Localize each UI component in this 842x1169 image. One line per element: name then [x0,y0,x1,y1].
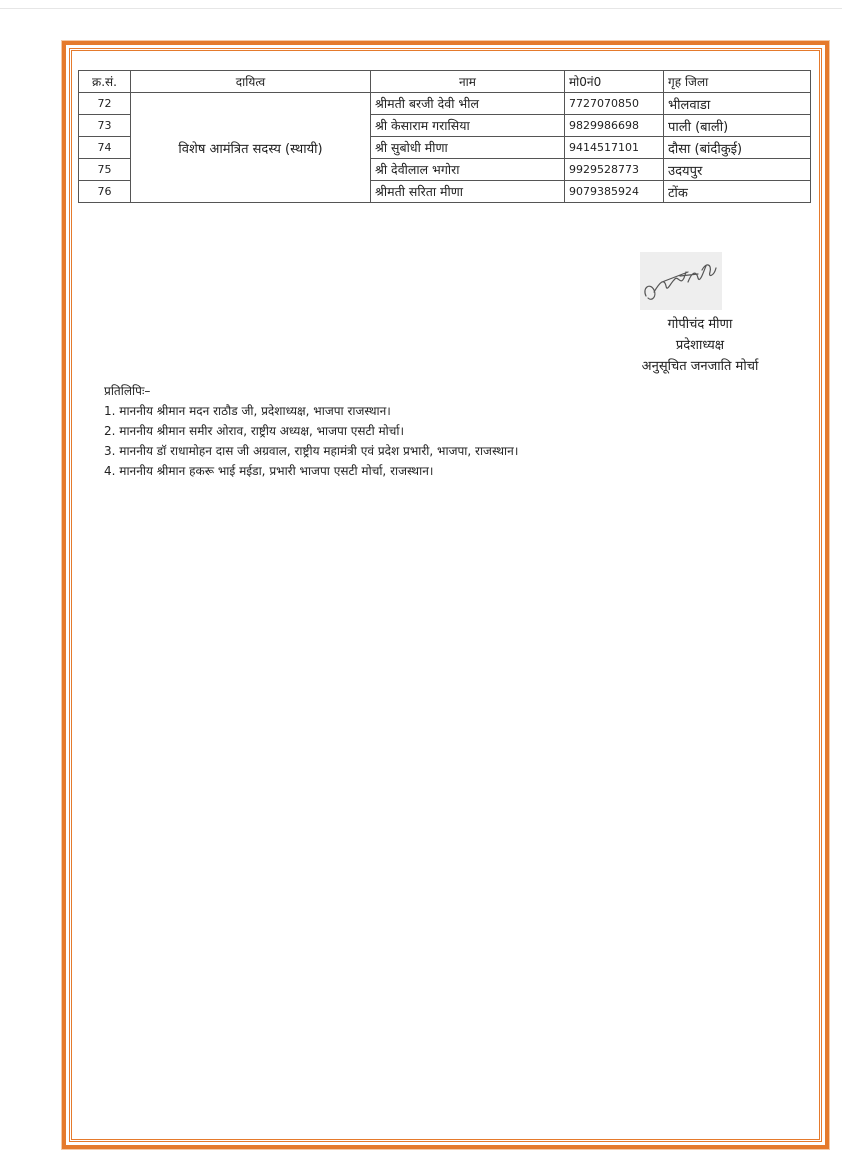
row-district: पाली (बाली) [664,115,811,137]
copy-distribution [104,381,804,481]
row-mobile: 9929528773 [565,159,664,181]
row-name: श्री देवीलाल भगोरा [371,159,565,181]
header-district: गृह जिला [664,71,811,93]
page-border [62,41,829,1149]
row-name: श्रीमती सरिता मीणा [371,181,565,203]
table-row [79,93,811,115]
row-role: विशेष आमंत्रित सदस्य (स्थायी) [131,93,371,203]
page-border-inner [71,50,820,1140]
row-serial: 75 [79,159,131,181]
row-district: दौसा (बांदीकुई) [664,137,811,159]
list-item: 4. माननीय श्रीमान हकरू भाई मईडा, प्रभारी भाजपा एसटी मोर्चा, राजस्थान। [104,464,434,478]
row-district: उदयपुर [664,159,811,181]
row-serial: 76 [79,181,131,203]
top-divider [0,8,842,9]
row-name: श्रीमती बरजी देवी भील [371,93,565,115]
header-role: दायित्व [131,71,371,93]
row-mobile: 9829986698 [565,115,664,137]
row-name: श्री केसाराम गरासिया [371,115,565,137]
row-serial: 73 [79,115,131,137]
row-mobile: 9079385924 [565,181,664,203]
signature-block [600,314,800,377]
list-item: 3. माननीय डॉ राधामोहन दास जी अग्रवाल, राष्ट्रीय महामंत्री एवं प्रदेश प्रभारी, भाजपा, राजस्थान। [104,444,519,458]
signatory-organization: अनुसूचित जनजाति मोर्चा [641,359,759,374]
signatory-designation: प्रदेशाध्यक्ष [675,338,725,353]
handwritten-signature [640,252,722,310]
members-table [78,70,811,203]
row-district: भीलवाडा [664,93,811,115]
header-mobile: मो0नं0 [565,71,664,93]
table-header-row [79,71,811,93]
list-item: 2. माननीय श्रीमान समीर ओराव, राष्ट्रीय अध्यक्ष, भाजपा एसटी मोर्चा। [104,424,405,438]
row-serial: 72 [79,93,131,115]
row-mobile: 9414517101 [565,137,664,159]
row-serial: 74 [79,137,131,159]
row-name: श्री सुबोधी मीणा [371,137,565,159]
header-serial: क्र.सं. [79,71,131,93]
signature-image [640,252,722,310]
copy-heading: प्रतिलिपिः– [104,384,151,398]
signatory-name: गोपीचंद मीणा [667,317,733,332]
row-mobile: 7727070850 [565,93,664,115]
header-name: नाम [371,71,565,93]
row-district: टोंक [664,181,811,203]
list-item: 1. माननीय श्रीमान मदन राठौड जी, प्रदेशाध्यक्ष, भाजपा राजस्थान। [104,404,391,418]
